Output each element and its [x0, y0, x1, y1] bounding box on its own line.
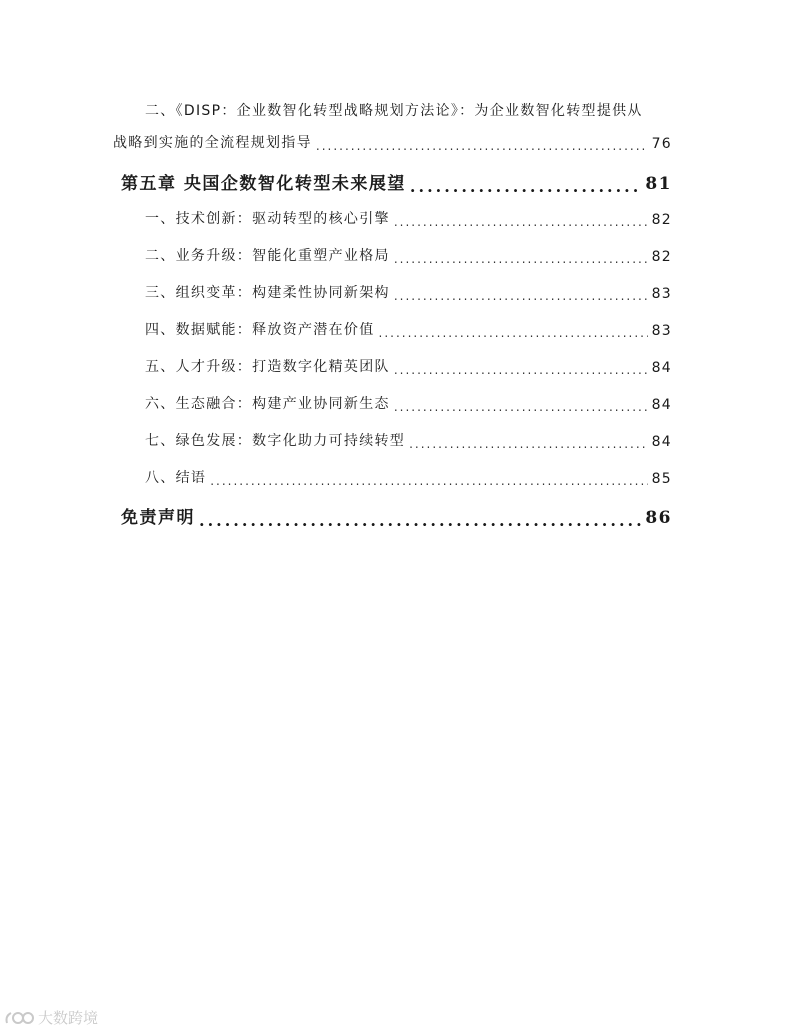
toc-entry-title: 三、组织变革：构建柔性协同新架构 [145, 285, 390, 301]
toc-entry-title: 四、数据赋能：释放资产潜在价值 [145, 322, 375, 338]
chapter-title: 第五章 央国企数智化转型未来展望 [121, 174, 406, 194]
dot-leader [394, 399, 648, 413]
toc-section[interactable] [145, 243, 672, 265]
toc-entry-page: 85 [651, 471, 672, 487]
toc-entry-title: 二、业务升级：智能化重塑产业格局 [145, 248, 390, 264]
dot-leader [394, 251, 648, 265]
dot-leader [410, 177, 641, 194]
dot-leader [394, 288, 648, 302]
disclaimer-page: 86 [645, 508, 672, 528]
toc-entry-disp-line2[interactable] [113, 130, 672, 152]
toc-entry-disp-line1[interactable]: 二、《DISP：企业数智化转型战略规划方法论》：为企业数智化转型提供从 [145, 103, 643, 119]
toc-chapter-5[interactable] [121, 168, 672, 194]
toc-entry-title: 八、结语 [145, 470, 207, 486]
dot-leader [199, 511, 641, 528]
toc-entry-title: 七、绿色发展：数字化助力可持续转型 [145, 433, 406, 449]
dot-leader [379, 325, 648, 339]
dot-leader [394, 362, 648, 376]
toc-section[interactable] [145, 465, 672, 487]
dot-leader [210, 473, 647, 487]
toc-entry-page: 84 [651, 397, 672, 413]
toc-section[interactable] [145, 280, 672, 302]
chapter-page: 81 [645, 174, 672, 194]
toc-entry-page: 76 [651, 136, 672, 152]
toc-entry-title: 一、技术创新：驱动转型的核心引擎 [145, 211, 390, 227]
toc-section[interactable] [145, 206, 672, 228]
toc-disclaimer[interactable] [121, 502, 672, 528]
toc-entry-title: 五、人才升级：打造数字化精英团队 [145, 359, 390, 375]
toc-section[interactable] [145, 354, 672, 376]
watermark [4, 1007, 98, 1028]
toc-section[interactable] [145, 391, 672, 413]
toc-entry-page: 82 [651, 212, 672, 228]
disclaimer-title: 免责声明 [121, 508, 195, 528]
toc-section[interactable] [145, 428, 672, 450]
toc-entry-page: 83 [651, 323, 672, 339]
dot-leader [316, 138, 648, 152]
toc-entry-title: 战略到实施的全流程规划指导 [113, 135, 312, 151]
watermark-text: 大数跨境 [38, 1009, 99, 1027]
toc-section[interactable] [145, 317, 672, 339]
toc-entry-page: 82 [651, 249, 672, 265]
dot-leader [409, 436, 647, 450]
watermark-logo-icon [4, 1009, 34, 1027]
toc-entry-page: 83 [651, 286, 672, 302]
dot-leader [394, 214, 648, 228]
toc-entry-title: 六、生态融合：构建产业协同新生态 [145, 396, 390, 412]
toc-entry-page: 84 [651, 360, 672, 376]
toc-entry-page: 84 [651, 434, 672, 450]
